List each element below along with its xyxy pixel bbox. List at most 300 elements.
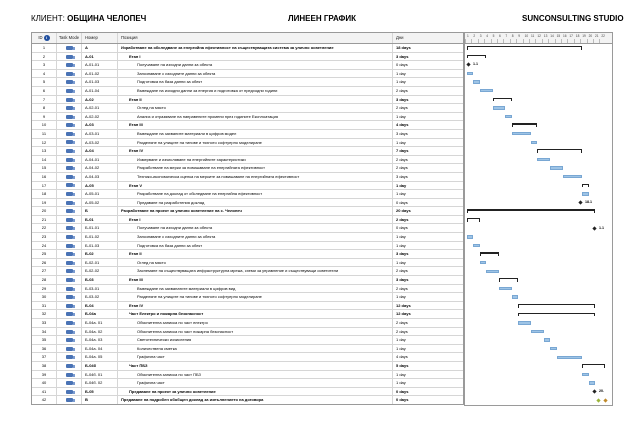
summary-bar[interactable] [467, 46, 582, 47]
task-bar[interactable] [589, 381, 595, 384]
row-position[interactable]: Част Електро и пожарна безопасност [118, 310, 393, 318]
timeline-tick: 10 [524, 34, 529, 38]
task-bar[interactable] [563, 175, 582, 178]
milestone-diamond[interactable] [603, 398, 607, 402]
info-icon: i [44, 35, 50, 41]
row-duration: 2 days [396, 328, 408, 334]
row-position[interactable]: Разработване на проект за улично осветление на с. Челопеч [118, 207, 393, 215]
row-id: 28 [32, 276, 57, 284]
client-name: ОБЩИНА ЧЕЛОПЕЧ [67, 14, 147, 23]
row-id: 13 [32, 147, 57, 155]
table-row[interactable] [32, 61, 463, 70]
row-position[interactable]: Въвеждане на захваните материали в цифров модел [118, 130, 393, 138]
timeline-tick-line [561, 39, 562, 43]
row-position[interactable]: Част ПБЗ [118, 362, 393, 370]
timeline-tick: 11 [531, 34, 535, 38]
row-position[interactable]: Обяснителна записка по част ПБЗ [118, 371, 393, 379]
auto-schedule-icon [66, 390, 73, 394]
task-bar[interactable] [512, 132, 531, 135]
row-id: 41 [32, 388, 57, 396]
row-duration: 3 days [396, 173, 408, 179]
row-number: Б-02-01 [82, 259, 118, 267]
table-row[interactable] [32, 207, 463, 216]
auto-schedule-icon [66, 235, 73, 239]
table-row[interactable] [32, 345, 463, 354]
task-bar[interactable] [550, 347, 556, 350]
row-duration: 1 day [396, 234, 406, 240]
task-bar[interactable] [505, 115, 511, 118]
row-id: 32 [32, 310, 57, 318]
timeline-tick: 7 [505, 34, 508, 38]
row-duration: 1 day [396, 242, 406, 248]
row-duration: 7 days [396, 148, 409, 154]
table-row[interactable] [32, 396, 463, 404]
auto-schedule-icon [66, 192, 73, 196]
table-row[interactable] [32, 173, 463, 182]
row-duration: 0 days [396, 397, 409, 403]
row-duration: 12 days [396, 311, 411, 317]
task-mode-cell [57, 267, 82, 275]
task-mode-cell [57, 44, 82, 52]
task-mode-cell [57, 233, 82, 241]
table-row[interactable] [32, 336, 463, 345]
row-id: 20 [32, 207, 57, 215]
task-bar[interactable] [480, 261, 486, 264]
table-row[interactable] [32, 362, 463, 371]
task-bar[interactable] [512, 295, 518, 298]
table-row[interactable] [32, 267, 463, 276]
timeline-tick: 13 [543, 34, 548, 38]
row-duration: 2 days [396, 156, 408, 162]
task-mode-cell [57, 371, 82, 379]
row-position[interactable]: Етап I [118, 53, 393, 61]
row-number: А-05-01 [82, 190, 118, 198]
table-row[interactable] [32, 388, 463, 397]
summary-bar[interactable] [493, 98, 512, 99]
row-id: 4 [32, 70, 57, 78]
row-id: 37 [32, 353, 57, 361]
table-row[interactable] [32, 285, 463, 294]
table-row[interactable] [32, 199, 463, 208]
row-position[interactable]: Технико-икономическа оценка на мерките за повишаване на енергийната ефективност [118, 173, 393, 181]
row-id: 27 [32, 267, 57, 275]
row-position[interactable]: Етап III [118, 121, 393, 129]
summary-bar[interactable] [582, 184, 588, 185]
auto-schedule-icon [66, 175, 73, 179]
task-mode-cell [57, 285, 82, 293]
table-row[interactable] [32, 87, 463, 96]
row-duration: 1 day [396, 259, 406, 265]
task-mode-cell [57, 147, 82, 155]
task-mode-cell [57, 276, 82, 284]
auto-schedule-icon [66, 218, 73, 222]
row-position[interactable]: Запознаване с изходните данни за обекта [118, 70, 393, 78]
auto-schedule-icon [66, 295, 73, 299]
row-position[interactable]: Предаване на подробен обобщен доклад за изпълнението на договора [118, 396, 393, 404]
milestone-diamond[interactable] [466, 63, 470, 67]
row-number: А-01-04 [82, 87, 118, 95]
timeline-tick-line [529, 39, 530, 43]
auto-schedule-icon [66, 132, 73, 136]
row-id: 11 [32, 130, 57, 138]
row-duration: 0 days [396, 225, 408, 231]
row-id: 36 [32, 345, 57, 353]
row-number: Б-01-01 [82, 224, 118, 232]
row-position[interactable]: Подготовка на база данни за обект [118, 78, 393, 86]
col-position[interactable]: Позиция [118, 33, 393, 43]
row-id: 8 [32, 104, 57, 112]
task-mode-cell [57, 156, 82, 164]
task-bar[interactable] [550, 166, 563, 169]
auto-schedule-icon [66, 244, 73, 248]
task-bar[interactable] [486, 270, 499, 273]
row-position[interactable]: Етап III [118, 276, 393, 284]
task-bar[interactable] [518, 321, 531, 324]
row-number: А-04 [82, 147, 118, 155]
table-row[interactable] [32, 293, 463, 302]
row-number: А-02 [82, 96, 118, 104]
row-id: 3 [32, 61, 57, 69]
timeline-tick-line [516, 39, 517, 43]
auto-schedule-icon [66, 63, 73, 67]
row-position[interactable]: Оглед на място [118, 104, 393, 112]
row-number: Б-04б. 02 [82, 379, 118, 387]
timeline-tick-line [497, 39, 498, 43]
row-id: 16 [32, 173, 57, 181]
timeline-tick-line [548, 39, 549, 43]
table-row[interactable] [32, 259, 463, 268]
row-id: 29 [32, 285, 57, 293]
table-row[interactable] [32, 276, 463, 285]
row-position[interactable]: Обяснителна записка по част електро [118, 319, 393, 327]
task-mode-cell [57, 78, 82, 86]
row-duration: 2 days [396, 285, 408, 291]
row-id: 15 [32, 164, 57, 172]
milestone-label: 18.1 [585, 199, 592, 204]
table-row[interactable] [32, 78, 463, 87]
table-row[interactable] [32, 70, 463, 79]
task-mode-cell [57, 61, 82, 69]
row-position[interactable]: Анализ и отразяване на направените промени през годините Експлоатация [118, 113, 393, 121]
row-number: Б-05 [82, 388, 118, 396]
row-id: 18 [32, 190, 57, 198]
table-row[interactable] [32, 319, 463, 328]
row-position[interactable]: Етап IV [118, 147, 393, 155]
task-bar[interactable] [531, 330, 544, 333]
table-row[interactable] [32, 190, 463, 199]
table-row[interactable] [32, 302, 463, 311]
task-bar[interactable] [531, 141, 537, 144]
task-mode-cell [57, 353, 82, 361]
row-duration: 5 days [396, 362, 409, 368]
row-duration: 0 days [396, 62, 408, 68]
summary-bar[interactable] [480, 252, 499, 253]
table-row[interactable] [32, 328, 463, 337]
row-position[interactable]: Изработване на обследване за енергийна ефективност на съществуващата система за улично осветление [118, 44, 393, 52]
timeline-tick: 16 [563, 34, 567, 38]
task-mode-cell [57, 87, 82, 95]
summary-bar[interactable] [467, 209, 595, 210]
row-number: Б-01-02 [82, 233, 118, 241]
auto-schedule-icon [66, 80, 73, 84]
row-id: 25 [32, 250, 57, 258]
task-mode-cell [57, 164, 82, 172]
row-position[interactable]: Подготовка на база данни за обект [118, 242, 393, 250]
row-id: 2 [32, 53, 57, 61]
col-duration[interactable]: Дни [396, 35, 404, 40]
row-position[interactable]: Графична част [118, 353, 393, 361]
table-row[interactable] [32, 121, 463, 130]
task-mode-cell [57, 173, 82, 181]
task-mode-cell [57, 259, 82, 267]
row-position[interactable]: Обяснителна записка по част пожарна безопасност [118, 328, 393, 336]
timeline-tick-line [503, 39, 504, 43]
row-number: Б-01-03 [82, 242, 118, 250]
row-position[interactable]: Получаване на изходни данни за обекта [118, 224, 393, 232]
table-row[interactable] [32, 353, 463, 362]
row-duration: 1 day [396, 380, 406, 386]
milestone-diamond[interactable] [592, 389, 596, 393]
row-number: А-01-02 [82, 70, 118, 78]
row-position[interactable]: Етап IV [118, 302, 393, 310]
task-mode-cell [57, 362, 82, 370]
timeline-tick-line [599, 39, 600, 43]
row-number: Б-04а [82, 310, 118, 318]
task-mode-cell [57, 345, 82, 353]
milestone-diamond[interactable] [592, 226, 596, 230]
table-row[interactable] [32, 113, 463, 122]
row-number: А-04-01 [82, 156, 118, 164]
task-bar[interactable] [557, 356, 583, 359]
timeline-tick: 14 [550, 34, 554, 38]
auto-schedule-icon [66, 364, 73, 368]
row-number: А-03-02 [82, 139, 118, 147]
auto-schedule-icon [66, 115, 73, 119]
row-duration: 1 day [396, 139, 406, 145]
timeline-tick-line [491, 39, 492, 43]
timeline-tick: 6 [499, 34, 501, 38]
timeline-tick-line [478, 39, 479, 43]
milestone-label: 1.1 [599, 225, 604, 230]
task-mode-cell [57, 182, 82, 190]
task-bar[interactable] [480, 89, 493, 92]
row-position[interactable]: Етап II [118, 250, 393, 258]
row-duration: 2 days [396, 216, 409, 222]
task-bar[interactable] [467, 72, 473, 75]
timeline-tick-line [574, 39, 575, 43]
task-bar[interactable] [582, 192, 588, 195]
row-id: 7 [32, 96, 57, 104]
row-position[interactable]: Разделяне на улиците на типове и тяхното софтуерно моделиране [118, 293, 393, 301]
row-position[interactable]: Етап V [118, 182, 393, 190]
table-row[interactable] [32, 310, 463, 319]
task-mode-cell [57, 53, 82, 61]
row-duration: 0 days [396, 388, 409, 394]
col-task-mode[interactable]: Task Mode [57, 33, 82, 43]
row-position[interactable]: Светотехнически изчисления [118, 336, 393, 344]
task-bar[interactable] [467, 235, 473, 238]
milestone-diamond[interactable] [596, 398, 600, 402]
summary-bar[interactable] [518, 313, 595, 314]
table-row[interactable] [32, 156, 463, 165]
row-position[interactable]: Предаване на проект за улично осветление [118, 388, 393, 396]
row-number: А-01-01 [82, 61, 118, 69]
timeline-tick: 20 [588, 34, 593, 38]
timeline-tick-line [587, 39, 588, 43]
auto-schedule-icon [66, 321, 73, 325]
table-row[interactable] [32, 379, 463, 388]
row-duration: 18 days [396, 45, 411, 50]
timeline-header [465, 33, 612, 44]
row-id: 6 [32, 87, 57, 95]
task-mode-cell [57, 207, 82, 215]
table-row[interactable] [32, 224, 463, 233]
row-id: 12 [32, 139, 57, 147]
timeline-tick-line [471, 39, 472, 43]
row-position[interactable]: Количествена сметка [118, 345, 393, 353]
row-position[interactable]: Заснемане на съществуващата инфраструктурна мрежа, схеми за управление и съществуващи осветители [118, 267, 393, 275]
task-mode-cell [57, 396, 82, 404]
row-id: 22 [32, 224, 57, 232]
task-bar[interactable] [582, 373, 588, 376]
task-mode-cell [57, 379, 82, 387]
row-duration: 4 days [396, 354, 408, 360]
table-row[interactable] [32, 104, 463, 113]
row-id: 39 [32, 371, 57, 379]
auto-schedule-icon [66, 89, 73, 93]
row-position[interactable]: Етап I [118, 216, 393, 224]
summary-bar[interactable] [467, 218, 480, 219]
timeline-tick: 17 [569, 34, 573, 38]
row-position[interactable]: Измерване и изчисляване на енергийните характеристики [118, 156, 393, 164]
auto-schedule-icon [66, 166, 73, 170]
row-position[interactable]: Въвеждане на изходни данни за енергия и подготовка от предходни години [118, 87, 393, 95]
summary-bar[interactable] [582, 364, 605, 365]
task-mode-cell [57, 199, 82, 207]
task-bar[interactable] [473, 80, 479, 83]
auto-schedule-icon [66, 98, 73, 102]
auto-schedule-icon [66, 304, 73, 308]
row-id: 1 [32, 44, 57, 52]
row-duration: 2 days [396, 165, 408, 171]
timeline-tick-line [593, 39, 594, 43]
timeline-tick: 5 [492, 34, 495, 38]
auto-schedule-icon [66, 261, 73, 265]
milestone-label: 20. [599, 389, 604, 393]
task-bar[interactable] [544, 338, 550, 341]
row-position[interactable]: Запознаване с изходните данни за обекта [118, 233, 393, 241]
auto-schedule-icon [66, 355, 73, 359]
task-bar[interactable] [493, 106, 506, 109]
summary-bar[interactable] [518, 304, 595, 305]
row-number: А-01 [82, 53, 118, 61]
timeline-tick-line [535, 39, 536, 43]
table-row[interactable] [32, 182, 463, 191]
row-duration: 12 days [396, 302, 411, 308]
task-rows [32, 44, 463, 404]
milestone-label: 1.1 [473, 62, 478, 67]
table-row[interactable] [32, 250, 463, 259]
row-number: Б-03-02 [82, 293, 118, 301]
auto-schedule-icon [66, 140, 73, 144]
row-position[interactable]: Получаване на изходни данни за обекта [118, 61, 393, 69]
table-row[interactable] [32, 233, 463, 242]
row-position[interactable]: Разделяне на улиците на типове и тяхното софтуерно моделиране [118, 139, 393, 147]
table-row[interactable] [32, 130, 463, 139]
row-duration: 1 day [396, 182, 407, 188]
task-bar[interactable] [473, 244, 479, 247]
row-position[interactable]: Оглед на място [118, 259, 393, 267]
table-row[interactable] [32, 242, 463, 251]
timeline-tick: 9 [518, 34, 520, 38]
timeline-tick-line [542, 39, 543, 43]
row-position[interactable]: Разработване на мерки за повишаване на енергийната ефективност [118, 164, 393, 172]
row-position[interactable]: Въвеждане на захванатите материали в цифров вид [118, 285, 393, 293]
task-bar[interactable] [537, 158, 550, 161]
table-row[interactable] [32, 139, 463, 148]
row-position[interactable]: Разработване на доклад от обследване на енергийна ефективност [118, 190, 393, 198]
auto-schedule-icon [66, 373, 73, 377]
table-row[interactable] [32, 44, 463, 53]
task-mode-cell [57, 302, 82, 310]
row-number: Б-01 [82, 216, 118, 224]
auto-schedule-icon [66, 252, 73, 256]
row-id: 31 [32, 302, 57, 310]
table-row[interactable] [32, 96, 463, 105]
summary-bar[interactable] [537, 149, 582, 150]
task-mode-cell [57, 130, 82, 138]
row-duration: 0 days [396, 199, 408, 205]
row-number: А-04-03 [82, 173, 118, 181]
task-table [31, 32, 464, 405]
row-id: 34 [32, 328, 57, 336]
row-id: 5 [32, 78, 57, 86]
col-id[interactable] [32, 33, 57, 43]
table-row[interactable] [32, 371, 463, 380]
row-duration: 1 day [396, 79, 406, 85]
row-position[interactable]: Предаване на разработения доклад [118, 199, 393, 207]
row-id: 21 [32, 216, 57, 224]
milestone-diamond[interactable] [578, 200, 582, 204]
row-id: 33 [32, 319, 57, 327]
table-row[interactable] [32, 164, 463, 173]
row-number: Б-04 [82, 302, 118, 310]
row-position[interactable]: Етап II [118, 96, 393, 104]
summary-bar[interactable] [512, 123, 538, 124]
task-bar[interactable] [499, 287, 512, 290]
col-number[interactable]: Номер [82, 33, 118, 43]
auto-schedule-icon [66, 123, 73, 127]
table-row[interactable] [32, 53, 463, 62]
row-duration: 20 days [396, 208, 411, 214]
task-mode-cell [57, 104, 82, 112]
row-duration: 3 days [396, 130, 408, 136]
client-label [31, 14, 146, 23]
row-id: 42 [32, 396, 57, 404]
table-row[interactable] [32, 147, 463, 156]
auto-schedule-icon [66, 201, 73, 205]
timeline-tick-line [465, 39, 466, 43]
summary-bar[interactable] [499, 278, 518, 279]
row-position[interactable]: Графична част [118, 379, 393, 387]
summary-bar[interactable] [467, 55, 486, 56]
row-duration: 2 days [396, 87, 408, 93]
row-id: 9 [32, 113, 57, 121]
auto-schedule-icon [66, 149, 73, 153]
table-row[interactable] [32, 216, 463, 225]
table-header [32, 33, 463, 44]
timeline-tick: 1 [467, 34, 469, 38]
